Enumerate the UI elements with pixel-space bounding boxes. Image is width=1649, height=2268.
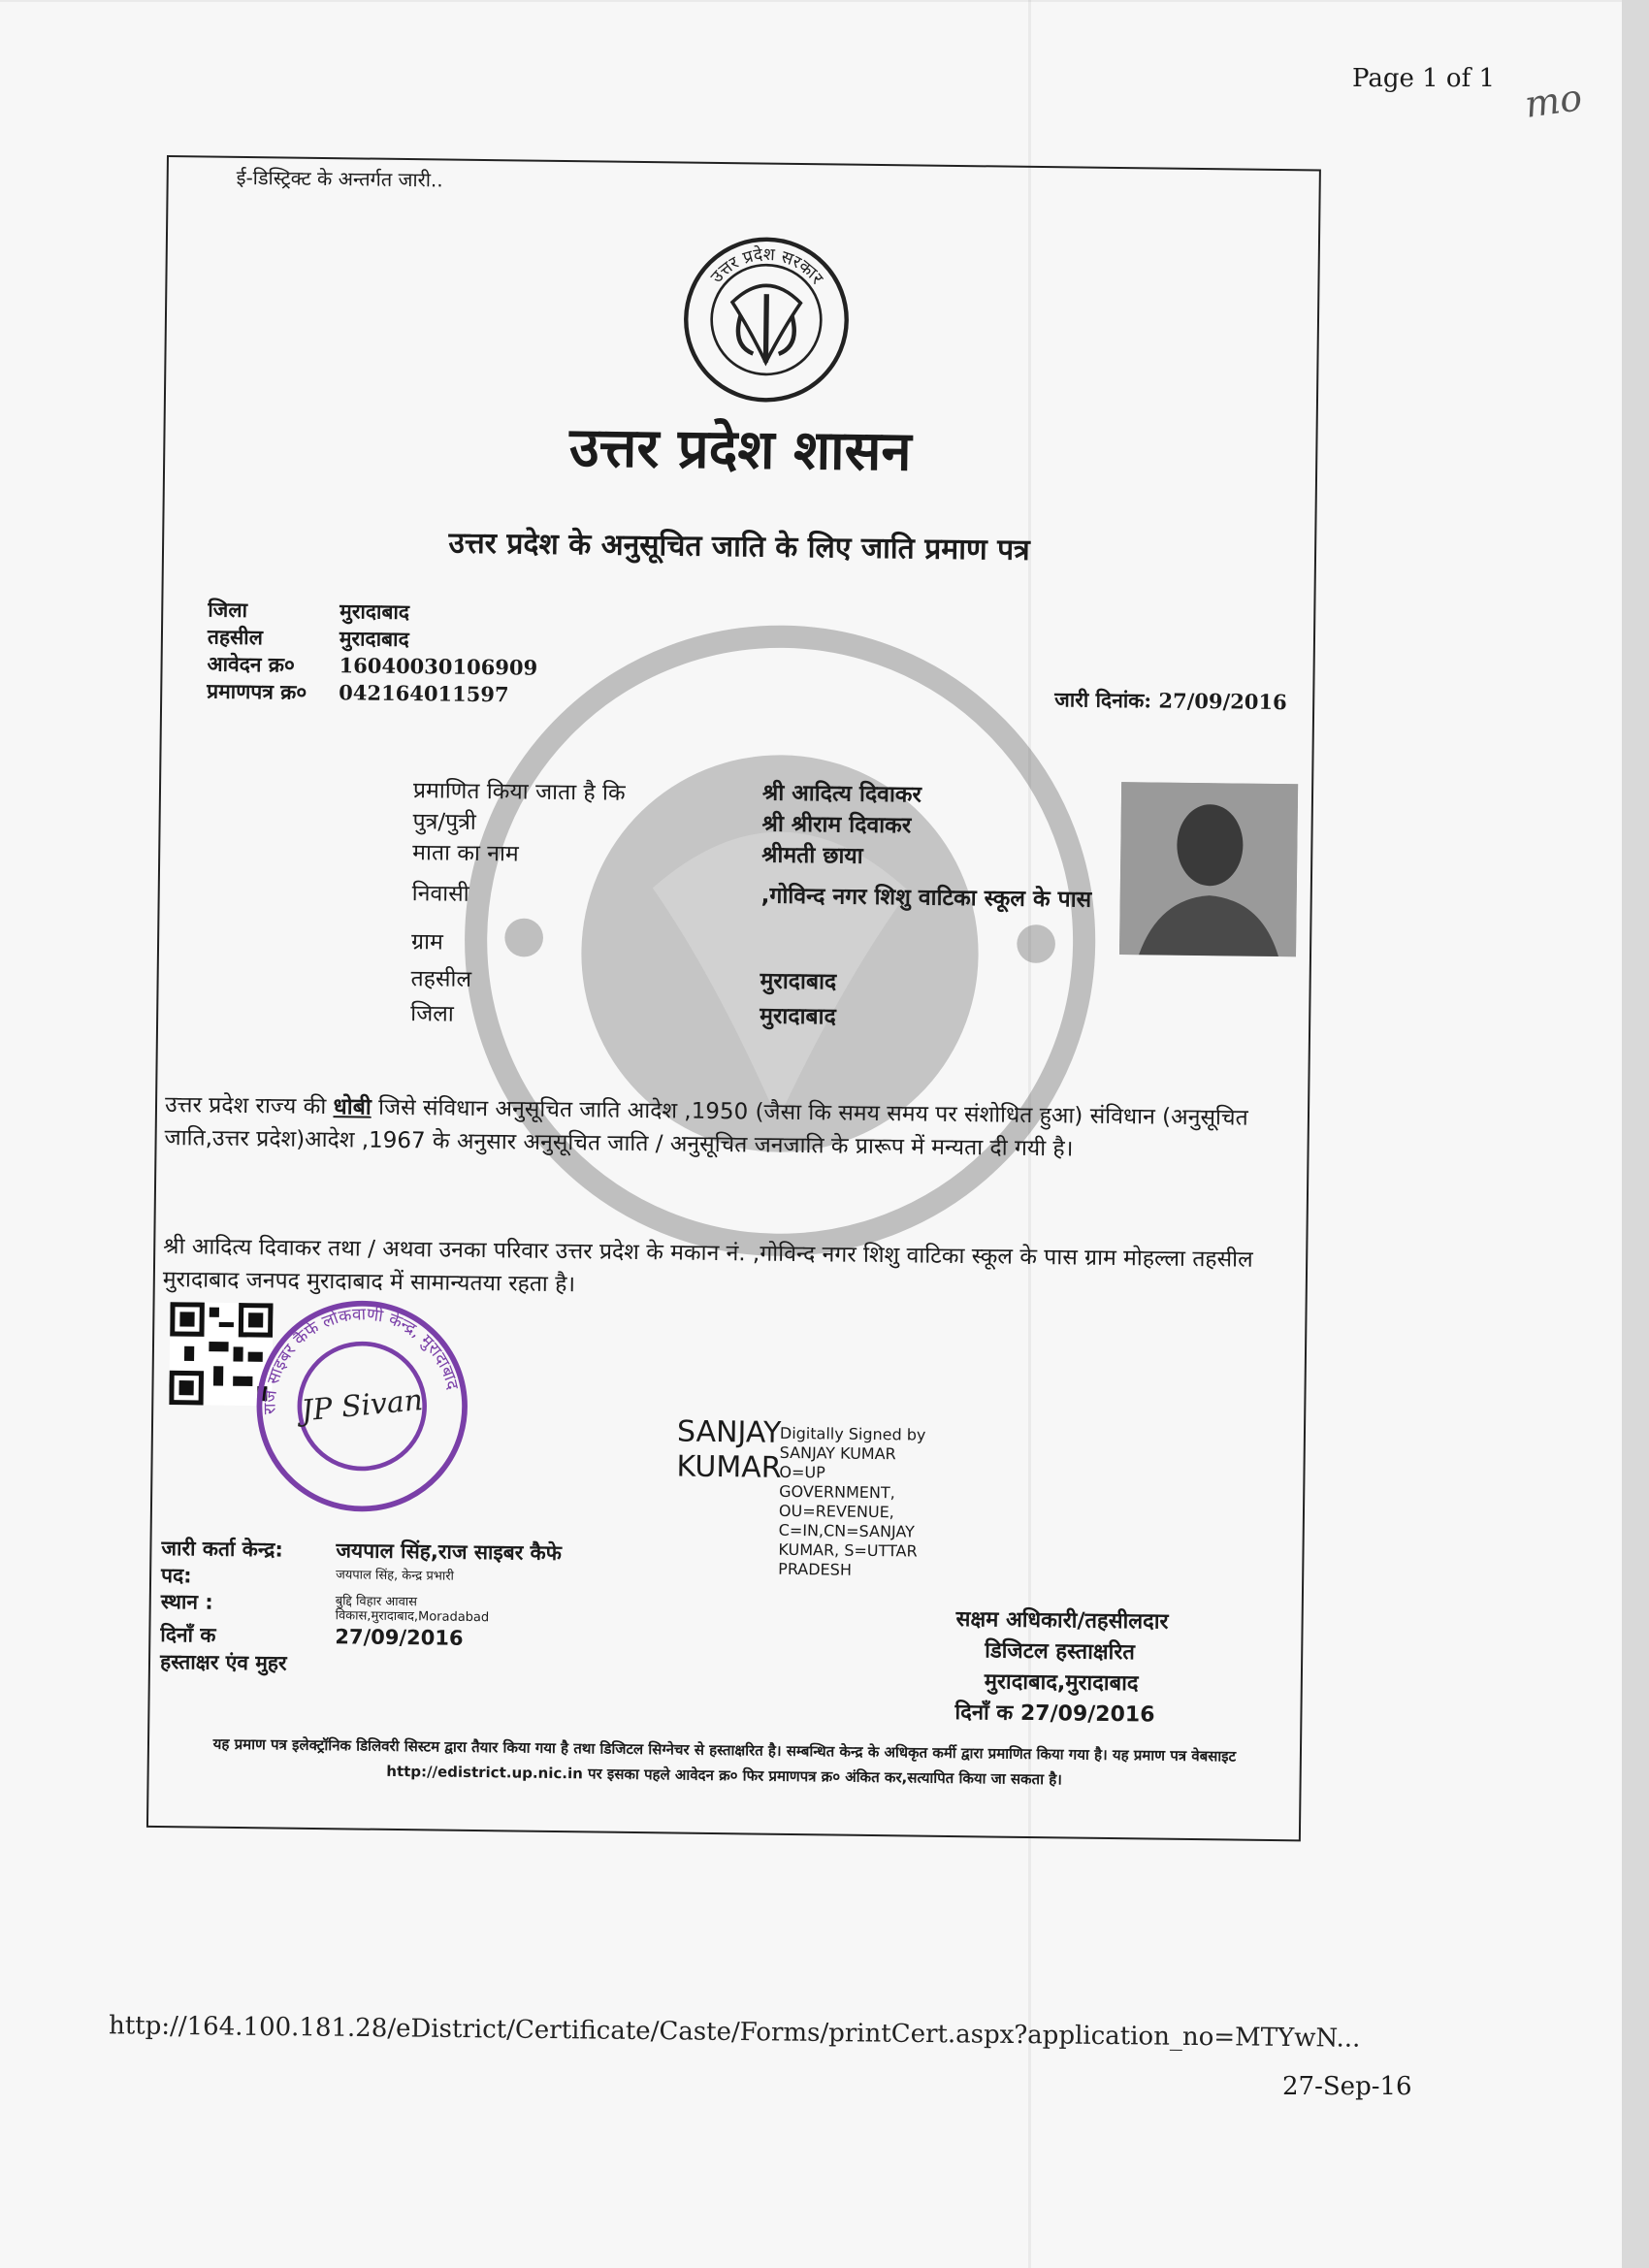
- application-info: [207, 597, 572, 710]
- verification-text: पर इसका पहले आवेदन क्र० फिर प्रमाणपत्र क्र० अंकित कर,सत्यापित किया जा सकता है।: [582, 1765, 1063, 1789]
- caste-name: धोबी: [333, 1094, 372, 1120]
- detail-value: मुरादाबाद: [760, 968, 837, 995]
- page-number: Page 1 of 1: [1352, 64, 1496, 93]
- place-value-line: बुद्दि विहार आवास: [335, 1594, 418, 1610]
- issue-date-value: 27/09/2016: [1158, 688, 1287, 715]
- detail-label: प्रमाणित किया जाता है कि: [412, 778, 626, 806]
- page-edge: [0, 0, 1622, 2]
- digital-sign-text: डिजिटल हस्ताक्षरित: [985, 1638, 1136, 1666]
- signature-seal-label: हस्ताक्षर एंव मुहर: [159, 1650, 287, 1675]
- detail-value: ,गोविन्द नगर शिशु वाटिका स्कूल के पास: [760, 883, 1092, 913]
- issuing-center-value: जयपाल सिंह,राज साइबर कैफे: [336, 1539, 563, 1566]
- tehsil-label: तहसील: [207, 625, 264, 650]
- caste-certificate: [146, 155, 1321, 1841]
- center-seal: [241, 1284, 483, 1527]
- issue-date-label: जारी दिनांक:: [1054, 687, 1152, 713]
- detail-label: जिला: [410, 1001, 454, 1027]
- district-value: मुरादाबाद: [340, 599, 410, 625]
- application-label: आवेदन क्र०: [207, 652, 296, 677]
- date-value: 27/09/2016: [335, 1625, 464, 1650]
- date-label: दिनाँ क: [160, 1623, 216, 1647]
- top-note: ई-डिस्ट्रिक्ट के अन्तर्गत जारी..: [236, 165, 443, 192]
- district-label: जिला: [208, 598, 248, 623]
- detail-value: श्री आदित्य दिवाकर: [761, 780, 922, 808]
- handwritten-margin-note: mo: [1522, 76, 1585, 126]
- digital-signer-name: [676, 1415, 782, 1486]
- place-value-line: विकास,मुरादाबाद,Moradabad: [335, 1608, 490, 1626]
- statement-text: उत्तर प्रदेश राज्य की: [164, 1092, 334, 1120]
- detail-label: माता का नाम: [412, 840, 519, 867]
- post-value: जयपाल सिंह, केन्द्र प्रभारी: [336, 1568, 455, 1584]
- competent-officer-block: [954, 1604, 1168, 1732]
- verification-url: http://edistrict.up.nic.in: [386, 1762, 583, 1783]
- certificate-subtitle: उत्तर प्रदेश के अनुसूचित जाति के लिए जाति प्रमाण पत्र: [448, 526, 1030, 567]
- application-number: 16040030106909: [339, 653, 538, 680]
- emblem-watermark: [456, 617, 1104, 1265]
- tehsil-value: मुरादाबाद: [339, 626, 409, 652]
- print-url: http://164.100.181.28/eDistrict/Certificate/Caste/Forms/printCert.aspx?application_no=MTYwN...: [108, 2011, 1361, 2054]
- verification-text: यह प्रमाण पत्र इलेक्ट्रॉनिक डिलिवरी सिस्टम द्वारा तैयार किया गया है तथा डिजिटल सिग्नेचर से हस्ताक्षरित है। सम्बन्धित केन्द्र के अधिकृत कर्मी द्वारा प्रमाणित किया गया है। यह प्रमाण पत्र वेबसाइट: [212, 1734, 1237, 1766]
- detail-value: श्री श्रीराम दिवाकर: [761, 811, 912, 839]
- post-label: पद:: [160, 1564, 192, 1588]
- detail-label: निवासी: [411, 881, 469, 907]
- detail-label: पुत्र/पुत्री: [412, 809, 477, 835]
- issuing-center-label: जारी कर्ता केन्द्र:: [161, 1537, 283, 1562]
- center-signature: JP Sivan: [300, 1383, 425, 1429]
- statement-text: जिसे संविधान अनुसूचित जाति आदेश ,1950 (जैसा कि समय समय पर संशोधित हुआ) संविधान (अनुसूचित जाति,उत्तर प्रदेश)आदेश ,1967 के अनुसार अनुसूचित जाति / अनुसूचित जनजाति के प्रारूप में मन्यता दी गयी है।: [164, 1094, 1248, 1162]
- digital-signature-details: Digitally Signed by SANJAY KUMAR O=UP GOVERNMENT, OU=REVENUE, C=IN,CN=SANJAY KUMAR, S=UTTAR PRADESH: [778, 1423, 926, 1579]
- scan-edge: [1622, 0, 1649, 2268]
- officer-place: मुरादाबाद,मुरादाबाद: [984, 1669, 1139, 1697]
- certificate-label: प्रमाणपत्र क्र०: [207, 679, 307, 704]
- signer-name-line: SANJAY: [676, 1414, 782, 1450]
- residence-statement: श्री आदित्य दिवाकर तथा / अथवा उनका परिवार उत्तर प्रदेश के मकान नं. ,गोविन्द नगर शिशु वाटिका स्कूल के पास ग्राम मोहल्ला तहसील मुरादाबाद जनपद मुरादाबाद में सामान्यतया रहता है।: [162, 1234, 1253, 1298]
- officer-title: सक्षम अधिकारी/तहसीलदार: [955, 1607, 1169, 1635]
- verification-note: [159, 1731, 1291, 1795]
- signer-name-line: KUMAR: [676, 1449, 782, 1485]
- detail-label: ग्राम: [410, 929, 443, 956]
- caste-statement: [164, 1088, 1280, 1168]
- officer-date-label: दिनाँ क: [954, 1701, 1014, 1726]
- emblem-text: उत्तर प्रदेश सरकार: [707, 244, 827, 289]
- issue-date: [1054, 686, 1287, 716]
- detail-value: श्रीमती छाया: [761, 842, 863, 869]
- certificate-number: 042164011597: [339, 680, 509, 707]
- certificate-title: उत्तर प्रदेश शासन: [568, 416, 912, 484]
- officer-date: 27/09/2016: [1019, 1701, 1155, 1728]
- state-emblem-icon: [680, 233, 853, 405]
- detail-value: मुरादाबाद: [760, 1003, 836, 1030]
- applicant-photo: [1119, 782, 1298, 956]
- place-label: स्थान :: [160, 1590, 213, 1614]
- issuing-center-block: [160, 1535, 562, 1680]
- detail-label: तहसील: [410, 966, 472, 992]
- print-date: 27-Sep-16: [1282, 2072, 1412, 2101]
- seal-text: राज साइबर कैफे लोकवाणी केन्द्र, मुरादाबाद: [260, 1305, 463, 1415]
